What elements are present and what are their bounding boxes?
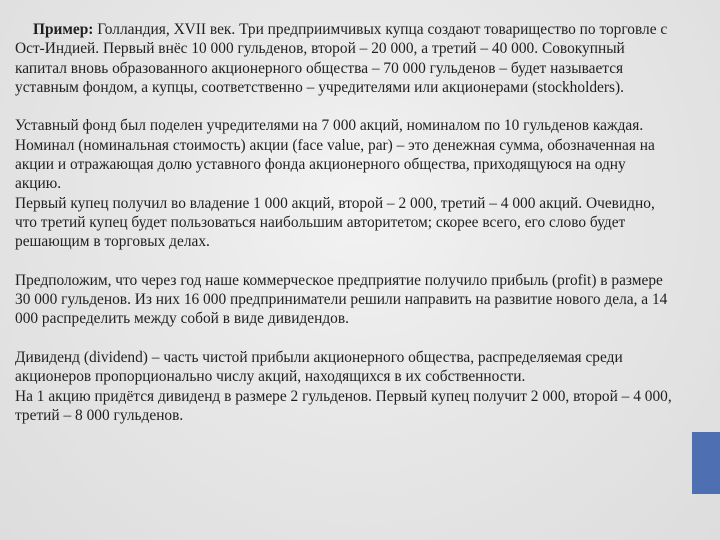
dividend-definition-paragraph: Дивиденд (dividend) – часть чистой прибыли акционерного общества, распределяемая среди акционеров пропорционально числу акций, находящихся в их собственности. — [15, 349, 623, 386]
accent-bar — [692, 432, 720, 494]
paragraph-gap — [15, 252, 675, 271]
intro-paragraph — [15, 20, 675, 97]
share-distribution-paragraph: Первый купец получил во владение 1 000 акций, второй – 2 000, третий – 4 000 акций. Очевидно, что третий купец будет пользоваться наибольшим авторитетом; скорее всего, его слово будет решающим в торговых делах. — [15, 194, 655, 251]
profit-paragraph: Предположим, что через год наше коммерческое предприятие получило прибыль (profit) в размере 30 000 гульденов. Из них 16 000 предприниматели решили направить на развитие нового дела, а 14 000 распределить между собой в виде дивидендов. — [15, 271, 668, 328]
charter-capital-paragraph: Уставный фонд был поделен учредителями на 7 000 акций, номиналом по 10 гульденов каждая. — [15, 117, 644, 135]
intro-text: Голландия, XVII век. Три предприимчивых купца создают товарищество по торговле с Ост-Индией. Первый внёс 10 000 гульденов, второй – 20 000, а третий – 40 000. Совокупный капитал вновь образованного акционерного общества – 70 000 гульденов – будет называется уставным фондом, а купцы, соответственно – учредителями или акционерами (stockholders). — [15, 21, 668, 96]
example-label: Пример: — [33, 21, 94, 38]
paragraph-gap — [15, 97, 675, 116]
slide-content — [15, 20, 675, 425]
dividend-calculation-paragraph: На 1 акцию придётся дивиденд в размере 2 гульденов. Первый купец получит 2 000, второй – 4 000, третий – 8 000 гульденов. — [15, 387, 672, 424]
par-value-paragraph: Номинал (номинальная стоимость) акции (face value, par) – это денежная сумма, обозначенная на акции и отражающая долю уставного фонда акционерного общества, приходящуюся на одну акцию. — [15, 136, 655, 193]
paragraph-gap — [15, 329, 675, 348]
